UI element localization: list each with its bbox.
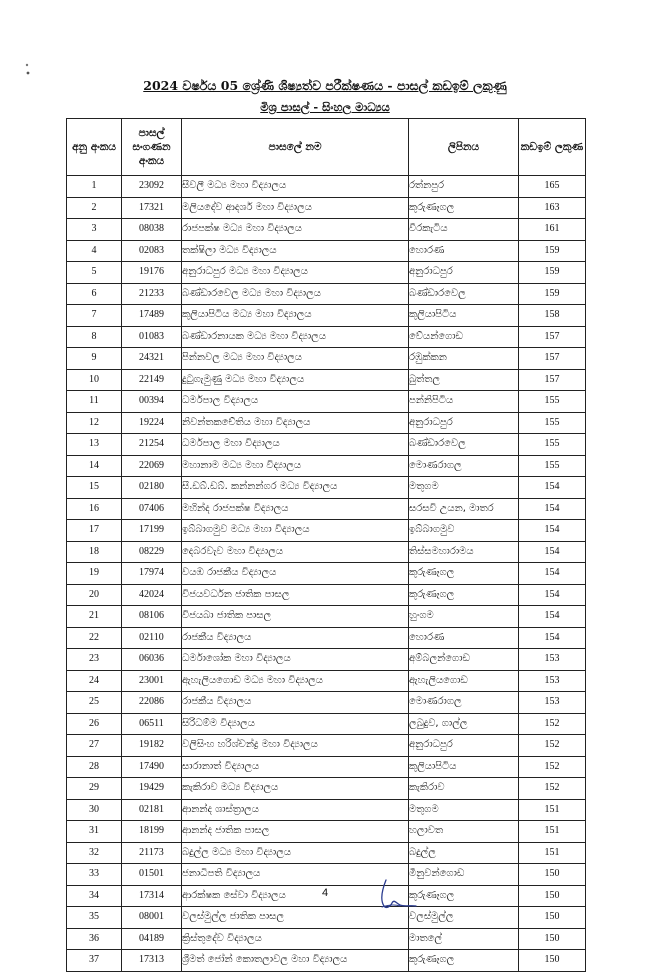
handwritten-signature xyxy=(372,876,422,916)
cutoff-mark-cell: 154 xyxy=(519,584,586,606)
school-name-cell: මලියදේව ආදර්ශ මහා විද්‍යාලය xyxy=(182,197,409,219)
table-row xyxy=(67,649,586,671)
census-number-cell: 42024 xyxy=(122,584,182,606)
cutoff-mark-cell: 152 xyxy=(519,778,586,800)
table-row xyxy=(67,907,586,929)
address-cell: මොණරාගල xyxy=(409,455,519,477)
address-cell: අනුරාධපුර xyxy=(409,412,519,434)
census-number-cell: 02083 xyxy=(122,240,182,262)
census-number-cell: 22086 xyxy=(122,692,182,714)
cutoff-mark-cell: 154 xyxy=(519,541,586,563)
school-name-cell: දෙබරවැව මහා විද්‍යාලය xyxy=(182,541,409,563)
cutoff-mark-cell: 155 xyxy=(519,412,586,434)
serial-number-cell: 17 xyxy=(67,520,122,542)
school-name-cell: ජනාධිපති විද්‍යාලය xyxy=(182,864,409,886)
cutoff-mark-cell: 159 xyxy=(519,262,586,284)
serial-number-cell: 3 xyxy=(67,219,122,241)
address-cell: මාතලේ xyxy=(409,928,519,950)
cutoff-mark-cell: 152 xyxy=(519,735,586,757)
census-number-cell: 23092 xyxy=(122,176,182,198)
address-cell: අනුරාධපුර xyxy=(409,262,519,284)
school-name-cell: සීවලී මධ්‍ය මහා විද්‍යාලය xyxy=(182,176,409,198)
table-header-row xyxy=(67,119,586,176)
address-cell: මතුගම xyxy=(409,477,519,499)
school-name-cell: ආනන්ද ශාස්ත්‍රාලය xyxy=(182,799,409,821)
address-cell: වේයන්ගොඩ xyxy=(409,326,519,348)
school-name-cell: ඉබ්බාගමුව මධ්‍ය මහා විද්‍යාලය xyxy=(182,520,409,542)
table-row xyxy=(67,262,586,284)
cutoff-mark-cell: 152 xyxy=(519,756,586,778)
table-row xyxy=(67,326,586,348)
school-name-cell: වලස්මුල්ල ජාතික පාසල xyxy=(182,907,409,929)
cutoff-mark-cell: 161 xyxy=(519,219,586,241)
cutoff-mark-cell: 150 xyxy=(519,864,586,886)
page-number: 4 xyxy=(321,887,329,899)
table-row xyxy=(67,756,586,778)
census-number-cell: 18199 xyxy=(122,821,182,843)
serial-number-cell: 23 xyxy=(67,649,122,671)
census-number-cell: 00394 xyxy=(122,391,182,413)
table-body xyxy=(67,176,586,972)
serial-number-cell: 9 xyxy=(67,348,122,370)
school-name-cell: බණ්ඩාරනායක මධ්‍ය මහා විද්‍යාලය xyxy=(182,326,409,348)
table-row xyxy=(67,821,586,843)
serial-number-cell: 32 xyxy=(67,842,122,864)
school-name-cell: ධර්මපාල විද්‍යාලය xyxy=(182,391,409,413)
school-name-cell: කැකිරාව මධ්‍ය විද්‍යාලය xyxy=(182,778,409,800)
cutoff-mark-cell: 154 xyxy=(519,498,586,520)
census-number-cell: 04189 xyxy=(122,928,182,950)
school-name-cell: මහින්ද රාජපක්ෂ විද්‍යාලය xyxy=(182,498,409,520)
cutoff-marks-table xyxy=(66,118,586,972)
cutoff-mark-cell: 151 xyxy=(519,799,586,821)
cutoff-mark-cell: 154 xyxy=(519,627,586,649)
address-cell: මතුගම xyxy=(409,799,519,821)
cutoff-mark-cell: 153 xyxy=(519,692,586,714)
cutoff-mark-cell: 157 xyxy=(519,369,586,391)
address-cell: සරසවි උයන, මාතර xyxy=(409,498,519,520)
address-cell: මොණරාගල xyxy=(409,692,519,714)
cutoff-mark-cell: 154 xyxy=(519,606,586,628)
census-number-cell: 08038 xyxy=(122,219,182,241)
cutoff-mark-cell: 151 xyxy=(519,821,586,843)
census-number-cell: 17321 xyxy=(122,197,182,219)
school-name-cell: තක්ෂිලා මධ්‍ය විද්‍යාලය xyxy=(182,240,409,262)
census-number-cell: 19224 xyxy=(122,412,182,434)
school-name-cell: විජයවර්ධන ජාතික පාසල xyxy=(182,584,409,606)
serial-number-cell: 12 xyxy=(67,412,122,434)
school-name-cell: ධර්මාශෝක මහා විද්‍යාලය xyxy=(182,649,409,671)
header-school-census-number: පාසල් සංගණන අංකය xyxy=(122,119,182,176)
school-name-cell: ආරක්ෂක සේවා විද්‍යාලය xyxy=(182,885,409,907)
cutoff-mark-cell: 150 xyxy=(519,950,586,972)
cutoff-mark-cell: 154 xyxy=(519,477,586,499)
serial-number-cell: 10 xyxy=(67,369,122,391)
serial-number-cell: 19 xyxy=(67,563,122,585)
table-row xyxy=(67,713,586,735)
address-cell: හුංගම xyxy=(409,606,519,628)
cutoff-mark-cell: 152 xyxy=(519,713,586,735)
table-row xyxy=(67,541,586,563)
table-row xyxy=(67,950,586,972)
census-number-cell: 17974 xyxy=(122,563,182,585)
serial-number-cell: 8 xyxy=(67,326,122,348)
table-row xyxy=(67,477,586,499)
serial-number-cell: 27 xyxy=(67,735,122,757)
census-number-cell: 21233 xyxy=(122,283,182,305)
cutoff-mark-cell: 165 xyxy=(519,176,586,198)
serial-number-cell: 35 xyxy=(67,907,122,929)
address-cell: කැකිරාව xyxy=(409,778,519,800)
school-name-cell: රාජකීය විද්‍යාලය xyxy=(182,692,409,714)
address-cell: රඹුක්කන xyxy=(409,348,519,370)
serial-number-cell: 24 xyxy=(67,670,122,692)
census-number-cell: 07406 xyxy=(122,498,182,520)
table-row xyxy=(67,412,586,434)
census-number-cell: 24321 xyxy=(122,348,182,370)
census-number-cell: 19176 xyxy=(122,262,182,284)
table-row xyxy=(67,584,586,606)
cutoff-mark-cell: 159 xyxy=(519,240,586,262)
cutoff-mark-cell: 155 xyxy=(519,434,586,456)
census-number-cell: 22069 xyxy=(122,455,182,477)
address-cell: රත්නපුර xyxy=(409,176,519,198)
address-cell: අනුරාධපුර xyxy=(409,735,519,757)
address-cell: හොරණ xyxy=(409,240,519,262)
cutoff-mark-cell: 150 xyxy=(519,907,586,929)
serial-number-cell: 7 xyxy=(67,305,122,327)
table-row xyxy=(67,692,586,714)
address-cell: කුරුණෑගල xyxy=(409,197,519,219)
school-name-cell: රාජකීය විද්‍යාලය xyxy=(182,627,409,649)
census-number-cell: 23001 xyxy=(122,670,182,692)
serial-number-cell: 20 xyxy=(67,584,122,606)
serial-number-cell: 31 xyxy=(67,821,122,843)
school-name-cell: මහානාම මධ්‍ය මහා විද්‍යාලය xyxy=(182,455,409,477)
address-cell: ලබුදුව, ගාල්ල xyxy=(409,713,519,735)
school-name-cell: ශ්‍රීමත් ජෝන් කොතලාවල මහා විද්‍යාලය xyxy=(182,950,409,972)
address-cell: කුලියාපිටිය xyxy=(409,305,519,327)
serial-number-cell: 30 xyxy=(67,799,122,821)
table-row xyxy=(67,842,586,864)
cutoff-mark-cell: 155 xyxy=(519,391,586,413)
school-name-cell: සිරිධම්ම විද්‍යාලය xyxy=(182,713,409,735)
table-row xyxy=(67,197,586,219)
census-number-cell: 08229 xyxy=(122,541,182,563)
serial-number-cell: 21 xyxy=(67,606,122,628)
table-row xyxy=(67,778,586,800)
header-serial-number: අනු අංකය xyxy=(67,119,122,176)
serial-number-cell: 18 xyxy=(67,541,122,563)
serial-number-cell: 26 xyxy=(67,713,122,735)
serial-number-cell: 22 xyxy=(67,627,122,649)
address-cell: බදුල්ල xyxy=(409,842,519,864)
address-cell: පන්නිපිටිය xyxy=(409,391,519,413)
cutoff-mark-cell: 154 xyxy=(519,520,586,542)
school-name-cell: බදුල්ල මධ්‍ය මහා විද්‍යාලය xyxy=(182,842,409,864)
cutoff-mark-cell: 153 xyxy=(519,649,586,671)
table-row xyxy=(67,240,586,262)
address-cell: ඇහැලියගොඩ xyxy=(409,670,519,692)
cutoff-mark-cell: 150 xyxy=(519,928,586,950)
census-number-cell: 21173 xyxy=(122,842,182,864)
census-number-cell: 17199 xyxy=(122,520,182,542)
cutoff-mark-cell: 157 xyxy=(519,348,586,370)
address-cell: කුරුණෑගල xyxy=(409,584,519,606)
serial-number-cell: 34 xyxy=(67,885,122,907)
school-name-cell: ධර්මපාල මහා විද්‍යාලය xyxy=(182,434,409,456)
address-cell: බුත්තල xyxy=(409,369,519,391)
cutoff-mark-cell: 153 xyxy=(519,670,586,692)
table-row xyxy=(67,455,586,477)
cutoff-mark-cell: 154 xyxy=(519,563,586,585)
school-name-cell: වයඹ රාජකීය විද්‍යාලය xyxy=(182,563,409,585)
school-name-cell: දුටුගැමුණු මධ්‍ය මහා විද්‍යාලය xyxy=(182,369,409,391)
serial-number-cell: 36 xyxy=(67,928,122,950)
census-number-cell: 02110 xyxy=(122,627,182,649)
school-name-cell: ඇහැලියගොඩ මධ්‍ය මහා විද්‍යාලය xyxy=(182,670,409,692)
census-number-cell: 17313 xyxy=(122,950,182,972)
address-cell: වීරකැටිය xyxy=(409,219,519,241)
table-row xyxy=(67,670,586,692)
table-row xyxy=(67,563,586,585)
serial-number-cell: 28 xyxy=(67,756,122,778)
census-number-cell: 17489 xyxy=(122,305,182,327)
census-number-cell: 01501 xyxy=(122,864,182,886)
table-row xyxy=(67,283,586,305)
serial-number-cell: 2 xyxy=(67,197,122,219)
census-number-cell: 06036 xyxy=(122,649,182,671)
cutoff-mark-cell: 150 xyxy=(519,885,586,907)
serial-number-cell: 6 xyxy=(67,283,122,305)
serial-number-cell: 33 xyxy=(67,864,122,886)
address-cell: මීනුවන්ගොඩ xyxy=(409,864,519,886)
school-name-cell: කුලියාපිටිය මධ්‍ය මහා විද්‍යාලය xyxy=(182,305,409,327)
serial-number-cell: 15 xyxy=(67,477,122,499)
table-row xyxy=(67,520,586,542)
table-row xyxy=(67,219,586,241)
address-cell: බණ්ඩාරවෙල xyxy=(409,283,519,305)
table-row xyxy=(67,735,586,757)
header-cutoff-mark: කඩඉම් ලකුණ xyxy=(519,119,586,176)
document-title: 2024 වර්ෂය 05 ශ්‍රේණි ශිෂ්‍යත්ව පරීක්ෂණය - පාසල් කඩඉම් ලකුණු xyxy=(143,78,507,93)
address-cell: අම්බලන්ගොඩ xyxy=(409,649,519,671)
school-name-cell: අනුරාධපුර මධ්‍ය මහා විද්‍යාලය xyxy=(182,262,409,284)
census-number-cell: 08106 xyxy=(122,606,182,628)
table-row xyxy=(67,369,586,391)
address-cell: වලස්මුල්ල xyxy=(409,907,519,929)
school-name-cell: රාජපක්ෂ මධ්‍ය මහා විද්‍යාලය xyxy=(182,219,409,241)
cutoff-mark-cell: 163 xyxy=(519,197,586,219)
table-row xyxy=(67,434,586,456)
address-cell: හලාවත xyxy=(409,821,519,843)
census-number-cell: 02181 xyxy=(122,799,182,821)
address-cell: තිස්සමහාරාමය xyxy=(409,541,519,563)
school-name-cell: සාරානාත් විද්‍යාලය xyxy=(182,756,409,778)
address-cell: බණ්ඩාරවෙල xyxy=(409,434,519,456)
school-name-cell: පින්නවල මධ්‍ය මහා විද්‍යාලය xyxy=(182,348,409,370)
census-number-cell: 17490 xyxy=(122,756,182,778)
cutoff-mark-cell: 158 xyxy=(519,305,586,327)
table-row xyxy=(67,627,586,649)
serial-number-cell: 4 xyxy=(67,240,122,262)
header-school-name: පාසලේ නම xyxy=(182,119,409,176)
cutoff-mark-cell: 155 xyxy=(519,455,586,477)
address-cell: ඉබ්බාගමුව xyxy=(409,520,519,542)
table-row xyxy=(67,305,586,327)
cutoff-mark-cell: 157 xyxy=(519,326,586,348)
census-number-cell: 01083 xyxy=(122,326,182,348)
census-number-cell: 21254 xyxy=(122,434,182,456)
census-number-cell: 08001 xyxy=(122,907,182,929)
school-name-cell: විජයබා ජාතික පාසල xyxy=(182,606,409,628)
table-row xyxy=(67,799,586,821)
serial-number-cell: 25 xyxy=(67,692,122,714)
school-name-cell: වලිසිංහ හරිශ්චන්ද්‍ර මහා විද්‍යාලය xyxy=(182,735,409,757)
document-subtitle: මිශ්‍ර පාසල් - සිංහල මාධ්‍යය xyxy=(260,100,390,114)
census-number-cell: 06511 xyxy=(122,713,182,735)
table-row xyxy=(67,348,586,370)
cutoff-mark-cell: 151 xyxy=(519,842,586,864)
school-name-cell: බණ්ඩාරවෙල මධ්‍ය මහා විද්‍යාලය xyxy=(182,283,409,305)
serial-number-cell: 29 xyxy=(67,778,122,800)
address-cell: හොරණ xyxy=(409,627,519,649)
address-cell: කුරුණෑගල xyxy=(409,950,519,972)
serial-number-cell: 37 xyxy=(67,950,122,972)
table-row xyxy=(67,176,586,198)
census-number-cell: 22149 xyxy=(122,369,182,391)
table-row xyxy=(67,864,586,886)
census-number-cell: 17314 xyxy=(122,885,182,907)
serial-number-cell: 13 xyxy=(67,434,122,456)
school-name-cell: නිවන්තකචේතිය මහා විද්‍යාලය xyxy=(182,412,409,434)
table-row xyxy=(67,606,586,628)
table-row xyxy=(67,498,586,520)
serial-number-cell: 14 xyxy=(67,455,122,477)
school-name-cell: ක්‍රිස්තුදේව විද්‍යාලය xyxy=(182,928,409,950)
serial-number-cell: 11 xyxy=(67,391,122,413)
table-row xyxy=(67,391,586,413)
address-cell: කුරුණෑගල xyxy=(409,563,519,585)
serial-number-cell: 5 xyxy=(67,262,122,284)
census-number-cell: 19182 xyxy=(122,735,182,757)
school-name-cell: සී.ඩබ්.ඩබ්. කන්නන්ගර මධ්‍ය විද්‍යාලය xyxy=(182,477,409,499)
cutoff-mark-cell: 159 xyxy=(519,283,586,305)
school-name-cell: ආනන්ද ජාතික පාසල xyxy=(182,821,409,843)
address-cell: කුරුණෑගල xyxy=(409,885,519,907)
header-address: ලිපිනය xyxy=(409,119,519,176)
address-cell: කුලියාපිටිය xyxy=(409,756,519,778)
serial-number-cell: 16 xyxy=(67,498,122,520)
census-number-cell: 02180 xyxy=(122,477,182,499)
serial-number-cell: 1 xyxy=(67,176,122,198)
census-number-cell: 19429 xyxy=(122,778,182,800)
